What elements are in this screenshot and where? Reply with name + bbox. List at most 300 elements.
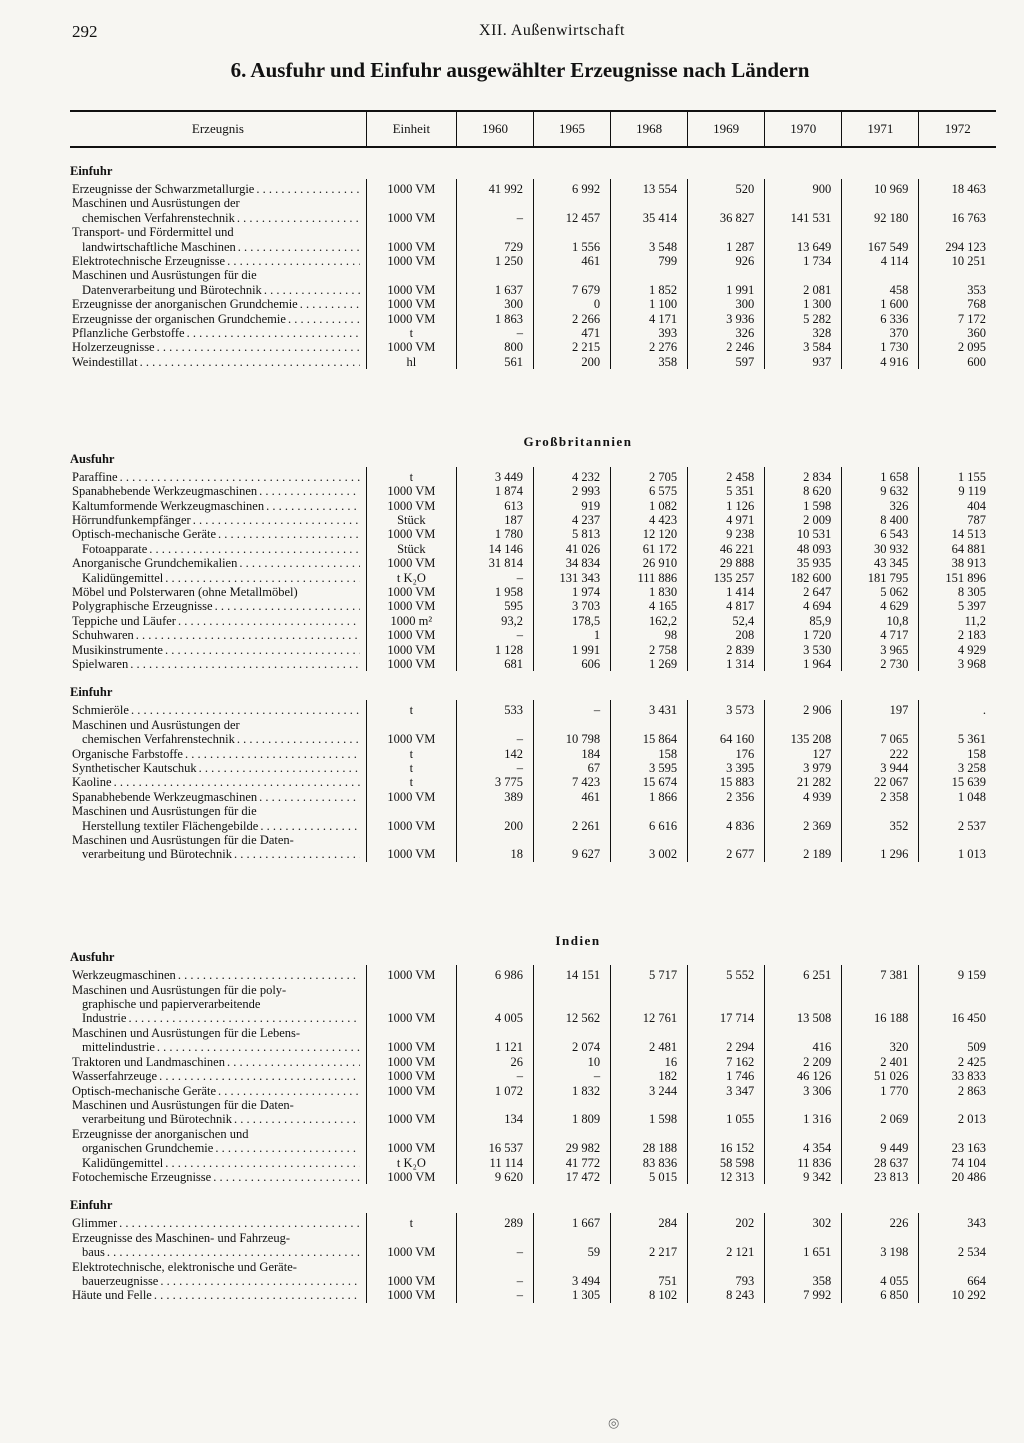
value-cell: 4 629 <box>842 599 919 613</box>
value-cell: 5 015 <box>611 1170 688 1184</box>
value-cell: 937 <box>765 355 842 369</box>
value-cell: 600 <box>919 355 996 369</box>
value-cell: 41 772 <box>533 1156 610 1170</box>
value-cell: 3 936 <box>688 312 765 326</box>
table-body <box>70 147 996 1303</box>
product-label: Werkzeugmaschinen <box>72 968 176 983</box>
product-cell <box>70 1216 366 1230</box>
value-cell: 17 472 <box>533 1170 610 1184</box>
value-cell <box>765 268 842 282</box>
value-cell: 1 991 <box>533 643 610 657</box>
unit-cell: 1000 VM <box>366 499 456 513</box>
product-cell <box>70 571 366 585</box>
unit-cell: 1000 VM <box>366 283 456 297</box>
spacer-row <box>70 671 996 683</box>
value-cell <box>919 997 996 1011</box>
product-label: Optisch-mechanische Geräte <box>72 527 217 542</box>
product-label: landwirtschaftliche Maschinen <box>82 239 236 254</box>
table-row <box>70 1156 996 1170</box>
product-label: Pflanzliche Gerbstoffe <box>72 326 185 341</box>
product-label: Herstellung textiler Flächengebilde <box>82 818 259 833</box>
dot-leader <box>140 355 360 369</box>
value-cell: 10 251 <box>919 254 996 268</box>
spacer-cell <box>70 147 996 162</box>
value-cell: 4 717 <box>842 628 919 642</box>
value-cell <box>765 1098 842 1112</box>
value-cell: 2 183 <box>919 628 996 642</box>
value-cell: 7 065 <box>842 732 919 746</box>
value-cell <box>688 1260 765 1274</box>
dot-leader <box>160 1274 359 1288</box>
product-label-with-leader <box>72 254 360 268</box>
product-cell <box>70 312 366 326</box>
dot-leader <box>165 571 360 585</box>
value-cell: 4 916 <box>842 355 919 369</box>
value-cell <box>533 1098 610 1112</box>
unit-cell: 1000 VM <box>366 1011 456 1025</box>
dot-leader <box>128 1011 359 1025</box>
value-cell <box>919 1231 996 1245</box>
value-cell: 15 864 <box>611 732 688 746</box>
value-cell <box>842 1127 919 1141</box>
unit-cell: 1000 VM <box>366 628 456 642</box>
table-row <box>70 340 996 354</box>
value-cell: 664 <box>919 1274 996 1288</box>
value-cell: 919 <box>533 499 610 513</box>
spacer-cell <box>70 1184 996 1196</box>
product-cell <box>70 599 366 613</box>
product-label-with-leader <box>82 542 360 556</box>
value-cell: 6 850 <box>842 1288 919 1302</box>
value-cell: 21 282 <box>765 775 842 789</box>
value-cell: 1 667 <box>533 1216 610 1230</box>
table-row <box>70 571 996 585</box>
product-label: Industrie <box>82 1011 127 1026</box>
product-cell <box>70 326 366 340</box>
table-row <box>70 732 996 746</box>
value-cell: 461 <box>533 790 610 804</box>
value-cell: 3 306 <box>765 1084 842 1098</box>
value-cell <box>533 225 610 239</box>
unit-cell: 1000 m² <box>366 614 456 628</box>
value-cell: 352 <box>842 819 919 833</box>
table-row <box>70 819 996 833</box>
product-label: Spanabhebende Werkzeugmaschinen <box>72 484 258 499</box>
value-cell: 5 717 <box>611 968 688 982</box>
value-cell <box>533 718 610 732</box>
product-label: Kaoline <box>72 775 112 790</box>
value-cell: 2 095 <box>919 340 996 354</box>
value-cell <box>919 983 996 997</box>
page-number: 292 <box>72 22 98 41</box>
value-cell <box>842 1098 919 1112</box>
product-label: Kalidüngemittel <box>82 1155 164 1170</box>
value-cell: 1 155 <box>919 470 996 484</box>
table-row-label-line <box>70 268 996 282</box>
value-cell: 64 881 <box>919 542 996 556</box>
table-row <box>70 297 996 311</box>
value-cell: 38 913 <box>919 556 996 570</box>
header-year: 1960 <box>456 111 533 147</box>
unit-cell: 1000 VM <box>366 1069 456 1083</box>
value-cell: 404 <box>919 499 996 513</box>
value-cell: 1 874 <box>456 484 533 498</box>
value-cell <box>611 1098 688 1112</box>
flow-heading: Einfuhr <box>70 685 113 700</box>
value-cell: 7 679 <box>533 283 610 297</box>
unit-cell: t <box>366 775 456 789</box>
value-cell: 2 209 <box>765 1055 842 1069</box>
dot-leader <box>165 643 360 657</box>
product-label-with-leader <box>72 614 360 628</box>
value-cell: 226 <box>842 1216 919 1230</box>
unit-cell: 1000 VM <box>366 254 456 268</box>
value-cell: 15 674 <box>611 775 688 789</box>
value-cell: 17 714 <box>688 1011 765 1025</box>
value-cell: 18 <box>456 847 533 861</box>
product-cell: Elektrotechnische, elektronische und Geräte- <box>72 1259 297 1274</box>
flow-heading-row <box>70 450 996 467</box>
product-cell <box>70 614 366 628</box>
value-cell: 2 294 <box>688 1040 765 1054</box>
value-cell: 768 <box>919 297 996 311</box>
value-cell: 11,2 <box>919 614 996 628</box>
value-cell: 2 906 <box>765 703 842 717</box>
value-cell <box>688 196 765 210</box>
value-cell: 13 649 <box>765 240 842 254</box>
table-row-label-line <box>70 983 996 997</box>
value-cell: 8 102 <box>611 1288 688 1302</box>
product-label: Erzeugnisse der Schwarzmetallurgie <box>72 182 255 196</box>
value-cell: – <box>456 1069 533 1083</box>
value-cell: 2 481 <box>611 1040 688 1054</box>
unit-cell: 1000 VM <box>366 1274 456 1288</box>
product-label-with-leader <box>72 968 360 982</box>
table-row <box>70 1245 996 1259</box>
value-cell <box>842 268 919 282</box>
dot-leader <box>119 1216 360 1230</box>
product-cell: Maschinen und Ausrüstungen der <box>72 717 240 732</box>
value-cell: 41 026 <box>533 542 610 556</box>
value-cell: 16 152 <box>688 1141 765 1155</box>
value-cell: 52,4 <box>688 614 765 628</box>
value-cell: 1 832 <box>533 1084 610 1098</box>
product-cell <box>70 1055 366 1069</box>
dot-leader <box>218 527 360 541</box>
value-cell: 202 <box>688 1216 765 1230</box>
table-row <box>70 470 996 484</box>
product-label-with-leader <box>72 340 360 354</box>
unit-cell <box>366 983 456 997</box>
unit-cell: Stück <box>366 513 456 527</box>
table-row-label-line <box>70 1098 996 1112</box>
product-label-with-leader <box>72 499 360 513</box>
header-row <box>70 111 996 147</box>
value-cell <box>688 1127 765 1141</box>
dot-leader <box>157 340 360 354</box>
unit-cell <box>366 804 456 818</box>
unit-cell <box>366 268 456 282</box>
dot-leader <box>154 1288 360 1302</box>
value-cell: 289 <box>456 1216 533 1230</box>
unit-cell: 1000 VM <box>366 968 456 982</box>
product-label-with-leader <box>82 1274 360 1288</box>
value-cell: – <box>456 732 533 746</box>
value-cell: 178,5 <box>533 614 610 628</box>
value-cell: 320 <box>842 1040 919 1054</box>
value-cell: 0 <box>533 297 610 311</box>
product-label-with-leader <box>82 1141 360 1155</box>
dot-leader <box>107 1245 360 1259</box>
value-cell <box>765 997 842 1011</box>
value-cell: 29 982 <box>533 1141 610 1155</box>
product-label-with-leader <box>72 1055 360 1069</box>
value-cell: 31 814 <box>456 556 533 570</box>
value-cell: 1 830 <box>611 585 688 599</box>
value-cell: 2 863 <box>919 1084 996 1098</box>
value-cell: 92 180 <box>842 211 919 225</box>
value-cell: 9 449 <box>842 1141 919 1155</box>
value-cell: 5 062 <box>842 585 919 599</box>
value-cell <box>456 1127 533 1141</box>
dot-leader <box>131 703 360 717</box>
value-cell: 222 <box>842 747 919 761</box>
header-year: 1968 <box>611 111 688 147</box>
product-label: Hörrundfunkempfänger <box>72 512 191 527</box>
header-year: 1971 <box>842 111 919 147</box>
value-cell: 43 345 <box>842 556 919 570</box>
flow-heading: Einfuhr <box>70 164 113 178</box>
product-label: Erzeugnisse der organischen Grundchemie <box>72 311 286 326</box>
product-label: Musikinstrumente <box>72 642 163 657</box>
dot-leader <box>238 240 360 254</box>
value-cell: 343 <box>919 1216 996 1230</box>
value-cell: 6 616 <box>611 819 688 833</box>
product-label: Fotochemische Erzeugnisse <box>72 1169 212 1184</box>
dot-leader <box>159 1069 360 1083</box>
value-cell: 1 651 <box>765 1245 842 1259</box>
table-row <box>70 527 996 541</box>
product-label-with-leader <box>72 297 360 311</box>
product-label: Weindestillat <box>72 354 138 369</box>
value-cell: 83 836 <box>611 1156 688 1170</box>
value-cell: 4 836 <box>688 819 765 833</box>
value-cell: 1 658 <box>842 470 919 484</box>
dot-leader <box>300 297 360 311</box>
value-cell: 1 598 <box>765 499 842 513</box>
unit-cell: 1000 VM <box>366 847 456 861</box>
value-cell: 13 508 <box>765 1011 842 1025</box>
value-cell <box>688 983 765 997</box>
value-cell: 10 292 <box>919 1288 996 1302</box>
value-cell: 34 834 <box>533 556 610 570</box>
product-cell <box>70 1245 366 1259</box>
product-label-with-leader <box>72 355 360 369</box>
value-cell: – <box>456 1288 533 1302</box>
value-cell: 1 128 <box>456 643 533 657</box>
value-cell: 471 <box>533 326 610 340</box>
value-cell <box>688 997 765 1011</box>
product-label-with-leader <box>72 1069 360 1083</box>
value-cell: 793 <box>688 1274 765 1288</box>
value-cell: 18 463 <box>919 182 996 196</box>
table-row <box>70 1069 996 1083</box>
table-row <box>70 703 996 717</box>
value-cell: 1 720 <box>765 628 842 642</box>
value-cell <box>842 983 919 997</box>
value-cell: 167 549 <box>842 240 919 254</box>
value-cell: 799 <box>611 254 688 268</box>
value-cell: 158 <box>919 747 996 761</box>
value-cell: 2 369 <box>765 819 842 833</box>
product-label-with-leader <box>82 571 360 585</box>
value-cell: 7 992 <box>765 1288 842 1302</box>
value-cell: 1 556 <box>533 240 610 254</box>
value-cell <box>765 983 842 997</box>
value-cell: 12 562 <box>533 1011 610 1025</box>
product-label: verarbeitung und Bürotechnik <box>82 847 232 862</box>
dot-leader <box>178 968 360 982</box>
product-label: Organische Farbstoffe <box>72 746 183 761</box>
unit-cell: 1000 VM <box>366 1141 456 1155</box>
value-cell: 51 026 <box>842 1069 919 1083</box>
value-cell <box>456 1026 533 1040</box>
unit-cell: 1000 VM <box>366 1040 456 1054</box>
spacer-cell <box>70 671 996 683</box>
value-cell: 3 595 <box>611 761 688 775</box>
value-cell: 9 342 <box>765 1170 842 1184</box>
value-cell: 3 244 <box>611 1084 688 1098</box>
value-cell: 16 763 <box>919 211 996 225</box>
value-cell: 2 458 <box>688 470 765 484</box>
value-cell: 9 620 <box>456 1170 533 1184</box>
product-cell <box>70 775 366 789</box>
header-year: 1969 <box>688 111 765 147</box>
value-cell: 1 121 <box>456 1040 533 1054</box>
value-cell <box>611 718 688 732</box>
dot-leader <box>199 761 360 775</box>
value-cell: 10,8 <box>842 614 919 628</box>
product-label-with-leader <box>72 312 360 326</box>
product-cell <box>70 484 366 498</box>
dot-leader <box>136 628 360 642</box>
value-cell: 10 531 <box>765 527 842 541</box>
value-cell: 12 120 <box>611 527 688 541</box>
unit-cell <box>366 1231 456 1245</box>
value-cell: 208 <box>688 628 765 642</box>
value-cell: 2 356 <box>688 790 765 804</box>
value-cell <box>842 196 919 210</box>
table-row <box>70 1040 996 1054</box>
table-row <box>70 628 996 642</box>
value-cell <box>688 804 765 818</box>
value-cell: 533 <box>456 703 533 717</box>
product-cell <box>70 527 366 541</box>
product-cell <box>70 499 366 513</box>
dot-leader <box>234 1112 360 1126</box>
unit-cell: 1000 VM <box>366 1112 456 1126</box>
value-cell: 360 <box>919 326 996 340</box>
product-label-with-leader <box>82 819 360 833</box>
value-cell: 111 886 <box>611 571 688 585</box>
product-cell <box>70 254 366 268</box>
value-cell: 1 734 <box>765 254 842 268</box>
product-label-with-leader <box>72 556 360 570</box>
value-cell: 4 817 <box>688 599 765 613</box>
product-label: Schuhwaren <box>72 628 134 643</box>
value-cell: 8 400 <box>842 513 919 527</box>
value-cell <box>533 196 610 210</box>
value-cell: 1 082 <box>611 499 688 513</box>
unit-cell: 1000 VM <box>366 556 456 570</box>
table-row <box>70 657 996 671</box>
product-label: chemischen Verfahrenstechnik <box>82 210 235 225</box>
table-row-label-line <box>70 1127 996 1141</box>
value-cell <box>611 833 688 847</box>
value-cell: 16 450 <box>919 1011 996 1025</box>
value-cell: 8 620 <box>765 484 842 498</box>
table-row <box>70 1170 996 1184</box>
value-cell: 597 <box>688 355 765 369</box>
product-cell: Erzeugnisse des Maschinen- und Fahrzeug- <box>72 1230 290 1245</box>
product-cell <box>70 703 366 717</box>
product-cell <box>70 283 366 297</box>
dot-leader <box>239 556 359 570</box>
product-label-with-leader <box>72 527 360 541</box>
dot-leader <box>215 599 360 613</box>
value-cell: 1 013 <box>919 847 996 861</box>
value-cell: 28 637 <box>842 1156 919 1170</box>
product-cell <box>70 1141 366 1155</box>
product-cell <box>70 1040 366 1054</box>
value-cell <box>842 1231 919 1245</box>
unit-cell: 1000 VM <box>366 1084 456 1098</box>
value-cell: 6 986 <box>456 968 533 982</box>
value-cell <box>842 718 919 732</box>
value-cell <box>456 196 533 210</box>
value-cell: 3 573 <box>688 703 765 717</box>
value-cell <box>456 1231 533 1245</box>
product-cell <box>70 1112 366 1126</box>
value-cell: 9 632 <box>842 484 919 498</box>
table-row <box>70 254 996 268</box>
value-cell: 1 964 <box>765 657 842 671</box>
value-cell: 74 104 <box>919 1156 996 1170</box>
table-row-label-line <box>70 804 996 818</box>
value-cell: 4 694 <box>765 599 842 613</box>
spacer-cell <box>70 862 996 934</box>
value-cell: 2 217 <box>611 1245 688 1259</box>
value-cell: 3 703 <box>533 599 610 613</box>
value-cell: 9 238 <box>688 527 765 541</box>
value-cell: 461 <box>533 254 610 268</box>
value-cell: 41 992 <box>456 182 533 196</box>
product-cell <box>70 355 366 369</box>
value-cell: 14 146 <box>456 542 533 556</box>
value-cell: 1 746 <box>688 1069 765 1083</box>
dot-leader <box>259 790 360 804</box>
table-row <box>70 643 996 657</box>
value-cell: 162,2 <box>611 614 688 628</box>
table-row <box>70 1011 996 1025</box>
dot-leader <box>149 542 360 556</box>
table-row <box>70 312 996 326</box>
value-cell <box>611 1026 688 1040</box>
value-cell <box>842 997 919 1011</box>
unit-cell <box>366 833 456 847</box>
product-cell: Maschinen und Ausrüstungen für die Daten- <box>72 1097 294 1112</box>
unit-cell <box>366 225 456 239</box>
